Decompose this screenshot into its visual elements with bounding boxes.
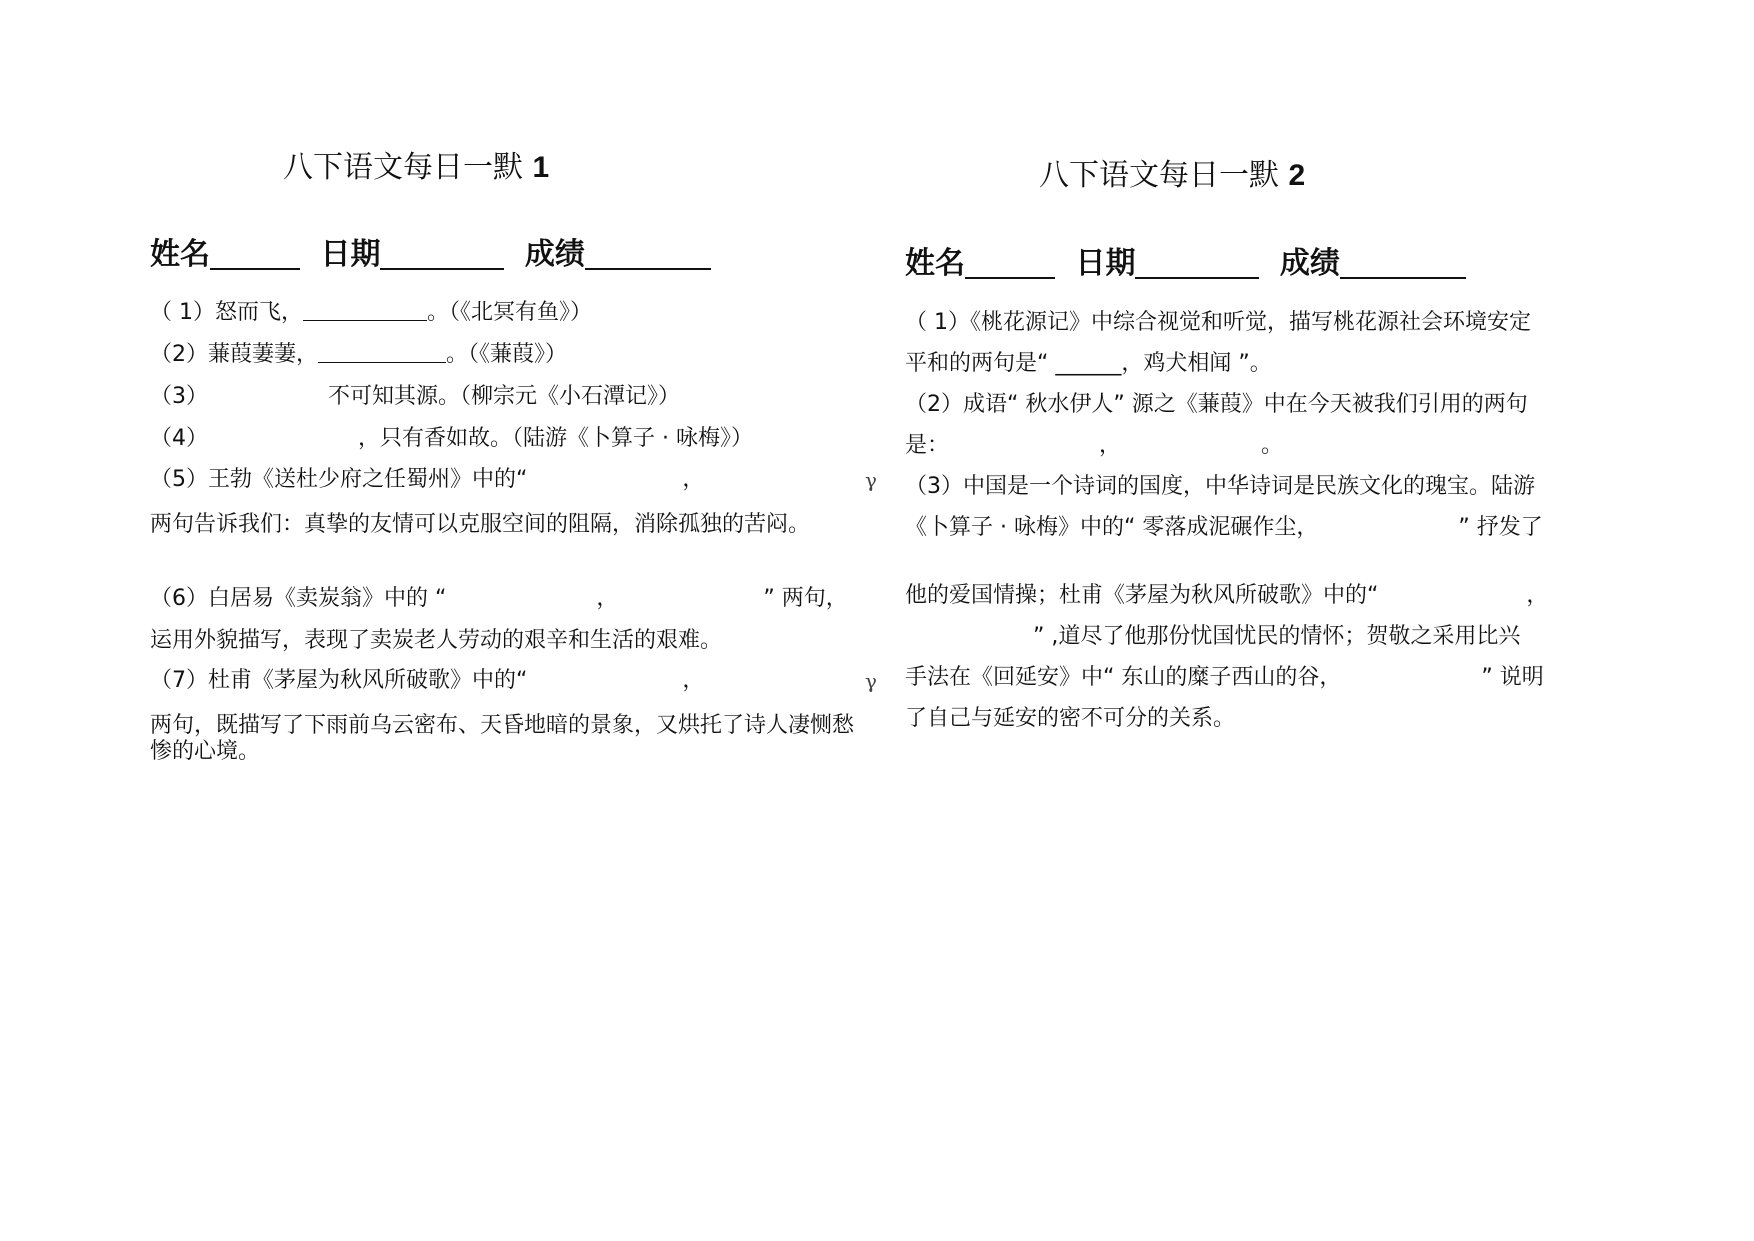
question-1-line-2: 平和的两句是“ ______，鸡犬相闻 ”。	[905, 351, 1272, 376]
question-4: （4） ，只有香如故。（陆游《卜算子 · 咏梅》）	[150, 426, 753, 451]
question-7-line-1: （7）杜甫《茅屋为秋风所破歌》中的“ ，	[150, 668, 705, 693]
date-label: 日期	[320, 237, 381, 272]
title-text: 八下语文每日一默	[1039, 158, 1279, 193]
question-1: （ 1）怒而飞， 。（《北冥有鱼》）	[150, 300, 593, 325]
score-label: 成绩	[524, 237, 585, 272]
date-label: 日期	[1075, 246, 1136, 281]
title-number: 1	[532, 151, 550, 184]
question-3-line-3: 他的爱国情操；杜甫《茅屋为秋风所破歌》中的“ ，	[905, 583, 1549, 608]
name-blank[interactable]	[965, 247, 1055, 279]
answer-blank[interactable]	[318, 342, 446, 363]
score-blank[interactable]	[1340, 247, 1466, 279]
score-label: 成绩	[1279, 246, 1340, 281]
title-text: 八下语文每日一默	[283, 150, 523, 185]
question-2: （2）蒹葭萋萋， 。（《蒹葭》）	[150, 342, 568, 367]
question-3-line-1: （3）中国是一个诗词的国度，中华诗词是民族文化的瑰宝。陆游	[905, 474, 1535, 499]
question-3-line-4: ” ,道尽了他那份忧国忧民的情怀；贺敬之采用比兴	[1033, 624, 1521, 649]
name-label: 姓名	[150, 237, 210, 272]
question-3-line-2: 《卜算子 · 咏梅》中的“ 零落成泥碾作尘， ” 抒发了	[905, 515, 1543, 540]
score-blank[interactable]	[585, 238, 711, 270]
student-info-line	[905, 238, 1476, 282]
date-blank[interactable]	[380, 238, 504, 270]
question-6-line-2: 运用外貌描写，表现了卖炭老人劳动的艰辛和生活的艰难。	[150, 628, 723, 653]
question-1-line-1: （ 1）《桃花源记》中综合视觉和听觉，描写桃花源社会环境安定	[905, 310, 1531, 335]
question-2-line-1: （2）成语“ 秋水伊人” 源之《蒹葭》中在今天被我们引用的两句	[905, 392, 1528, 417]
question-3: （3） 不可知其源。（柳宗元《小石潭记》）	[150, 384, 681, 409]
gamma-mark: γ	[865, 669, 877, 693]
name-label: 姓名	[905, 246, 965, 281]
question-3-line-6: 了自己与延安的密不可分的关系。	[905, 706, 1236, 731]
gamma-mark: γ	[865, 468, 877, 492]
worksheet-title	[1039, 150, 1305, 194]
question-5-line-1: （5）王勃《送杜少府之任蜀州》中的“ ，	[150, 467, 705, 492]
name-blank[interactable]	[210, 238, 300, 270]
question-2-line-2: 是： ， 。	[905, 433, 1284, 458]
question-5-line-2: 两句告诉我们：真挚的友情可以克服空间的阻隔，消除孤独的苦闷。	[150, 512, 811, 537]
answer-blank[interactable]	[303, 300, 427, 321]
question-6-line-1: （6）白居易《卖炭翁》中的 “ ， ” 两句，	[150, 586, 848, 611]
title-number: 2	[1288, 159, 1306, 192]
question-7-line-2: 两句，既描写了下雨前乌云密布、天昏地暗的景象，又烘托了诗人凄恻愁惨的心境。	[150, 713, 855, 764]
student-info-line	[150, 229, 721, 273]
worksheet-title	[283, 142, 549, 186]
date-blank[interactable]	[1135, 247, 1259, 279]
question-3-line-5: 手法在《回延安》中“ 东山的糜子西山的谷， ” 说明	[905, 665, 1544, 690]
